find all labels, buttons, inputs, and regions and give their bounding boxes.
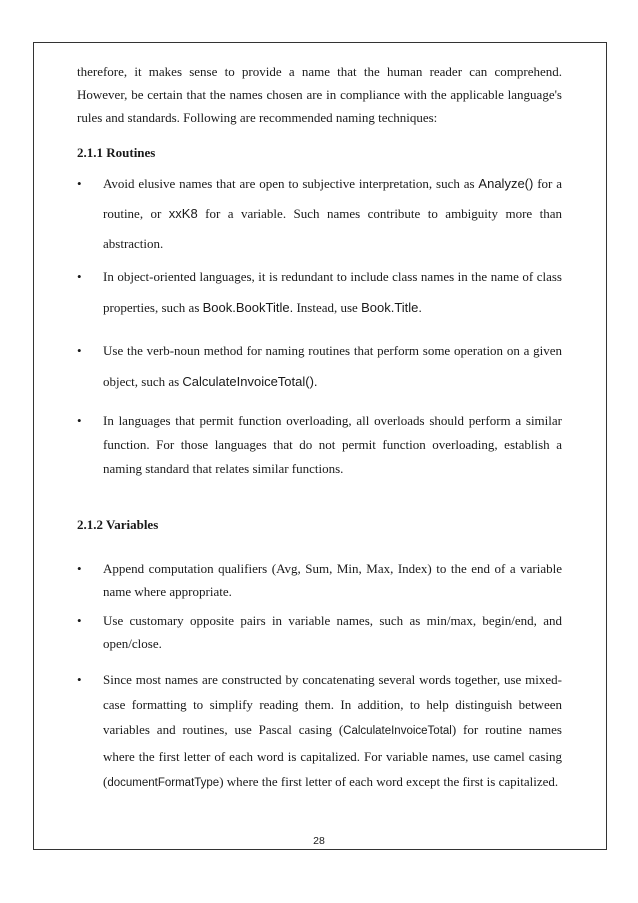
code-book-booktitle: Book.BookTitle. <box>202 300 294 315</box>
variables-list <box>77 557 562 796</box>
intro-paragraph: therefore, it makes sense to provide a name that the human reader can comprehend. However, be certain that the names chosen are in compliance with the applicable language's rules and standards. Following are recommended naming techniques: <box>77 64 562 125</box>
routines-bullet-4: • In languages that permit function overloading, all overloads should perform a similar function. For those languages that do not permit function overloading, establish a naming standard that relates similar functions. <box>77 409 562 481</box>
code-xxk8: xxK8 <box>168 206 198 221</box>
routines-bullet-3: • Use the verb-noun method for naming routines that perform some operation on a given object, such as CalculateInvoiceTotal(). <box>77 335 562 397</box>
variables-bullet-1: • Append computation qualifiers (Avg, Sum, Min, Max, Index) to the end of a variable name where appropriate. <box>77 557 562 603</box>
code-calculate-invoice-total: CalculateInvoiceTotal(). <box>182 374 318 389</box>
code-analyze: Analyze() <box>478 176 534 191</box>
code-book-title: Book.Title. <box>361 300 423 315</box>
routines-list <box>77 169 562 481</box>
variables-bullet-2: • Use customary opposite pairs in variable names, such as min/max, begin/end, and open/close. <box>77 609 562 655</box>
code-document-format-type: documentFormatType <box>107 777 220 789</box>
routines-heading: 2.1.1 Routines <box>77 145 156 160</box>
page-content <box>77 60 562 796</box>
routines-bullet-2: • In object-oriented languages, it is redundant to include class names in the name of class properties, such as Book.BookTitle. Instead, use Book.Title. <box>77 261 562 323</box>
code-calculate-invoice-total-pascal: CalculateInvoiceTotal <box>343 725 452 737</box>
page-number: 28 <box>313 835 325 847</box>
variables-heading: 2.1.2 Variables <box>77 517 159 532</box>
variables-bullet-3: • Since most names are constructed by concatenating several words together, use mixed-case formatting to simplify reading them. In addition, to help distinguish between variables and routines, use Pascal casing (CalculateInvoiceTotal) for routine names where the first letter of each word is capitalized. For variable names, use camel casing (documentFormatType) where the first letter of each word except the first is capitalized. <box>77 667 562 796</box>
routines-bullet-1: • Avoid elusive names that are open to subjective interpretation, such as Analyze() for a routine, or xxK8 for a variable. Such names contribute to ambiguity more than abstraction. <box>77 169 562 259</box>
